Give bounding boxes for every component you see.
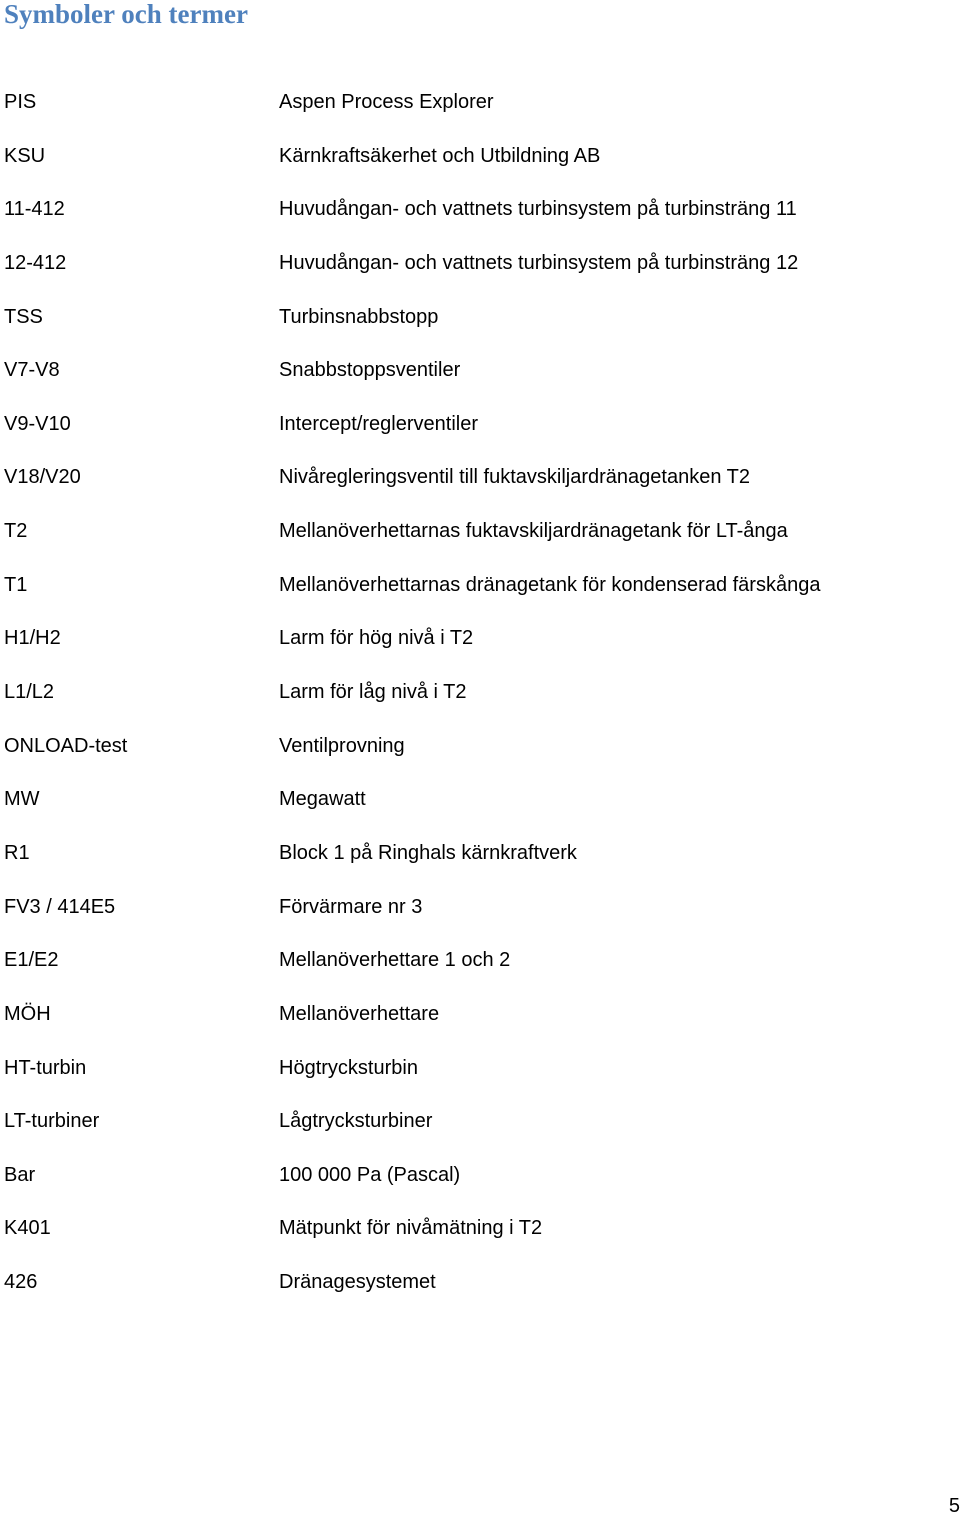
term-abbreviation: T1: [4, 573, 28, 596]
term-row: [0, 879, 960, 933]
term-abbreviation: E1/E2: [4, 949, 59, 972]
term-description: Snabbstoppsventiler: [279, 359, 461, 382]
term-abbreviation: PIS: [4, 91, 37, 113]
term-description: Nivåregleringsventil till fuktavskiljardränagetanken T2: [279, 466, 750, 489]
term-row: [0, 128, 960, 182]
term-description: Mellanöverhettarnas fuktavskiljardränagetank för LT-ånga: [279, 520, 788, 543]
term-row: [0, 181, 960, 235]
term-abbreviation: LT-turbiner: [4, 1110, 100, 1133]
term-abbreviation: L1/L2: [4, 681, 55, 704]
term-row: [0, 986, 960, 1040]
term-abbreviation: MÖH: [4, 1002, 51, 1025]
terms-list: [0, 74, 960, 1308]
term-row: [0, 396, 960, 450]
term-abbreviation: 11-412: [4, 198, 65, 221]
term-description: Mellanöverhettare 1 och 2: [279, 949, 511, 972]
term-abbreviation: R1: [4, 841, 30, 864]
page-heading: Symboler och termer: [4, 0, 248, 29]
term-description: Förvärmare nr 3: [279, 895, 423, 918]
term-description: Mellanöverhettarnas dränagetank för kondenserad färskånga: [279, 573, 821, 596]
term-description: Högtrycksturbin: [279, 1056, 418, 1079]
term-row: [0, 825, 960, 879]
term-description: Block 1 på Ringhals kärnkraftverk: [279, 841, 577, 864]
term-description: Lågtrycksturbiner: [279, 1110, 433, 1133]
term-description: Turbinsnabbstopp: [279, 305, 439, 328]
term-abbreviation: 12-412: [4, 251, 67, 274]
term-row: [0, 557, 960, 611]
term-abbreviation: FV3 / 414E5: [4, 895, 116, 918]
term-row: [0, 289, 960, 343]
term-abbreviation: HT-turbin: [4, 1056, 87, 1079]
term-description: Intercept/reglerventiler: [279, 412, 478, 435]
term-abbreviation: Bar: [4, 1163, 36, 1186]
term-abbreviation: TSS: [4, 305, 43, 328]
term-row: [0, 1200, 960, 1254]
term-abbreviation: 426: [4, 1271, 38, 1294]
term-row: [0, 1040, 960, 1094]
page-number: 5: [948, 1495, 960, 1517]
term-description: Mellanöverhettare: [279, 1002, 440, 1025]
term-row: [0, 718, 960, 772]
term-description: Aspen Process Explorer: [279, 91, 494, 113]
term-row: [0, 449, 960, 503]
term-description: 100 000 Pa (Pascal): [279, 1163, 461, 1186]
term-abbreviation: MW: [4, 788, 40, 811]
term-row: [0, 610, 960, 664]
term-description: Huvudångan- och vattnets turbinsystem på turbinsträng 11: [279, 198, 797, 221]
term-abbreviation: H1/H2: [4, 627, 61, 650]
term-row: [0, 503, 960, 557]
term-row: [0, 664, 960, 718]
term-row: [0, 74, 960, 128]
term-abbreviation: V18/V20: [4, 466, 81, 489]
term-description: Larm för låg nivå i T2: [279, 681, 467, 704]
term-abbreviation: ONLOAD-test: [4, 734, 128, 757]
term-row: [0, 342, 960, 396]
term-row: [0, 932, 960, 986]
term-description: Kärnkraftsäkerhet och Utbildning AB: [279, 144, 601, 167]
term-row: [0, 1254, 960, 1308]
term-row: [0, 1093, 960, 1147]
term-abbreviation: V9-V10: [4, 412, 71, 435]
term-abbreviation: V7-V8: [4, 359, 60, 382]
term-abbreviation: KSU: [4, 144, 46, 167]
term-abbreviation: T2: [4, 520, 28, 543]
term-row: [0, 235, 960, 289]
term-description: Ventilprovning: [279, 734, 405, 757]
term-row: [0, 1147, 960, 1201]
term-description: Huvudångan- och vattnets turbinsystem på turbinsträng 12: [279, 251, 799, 274]
term-description: Larm för hög nivå i T2: [279, 627, 474, 650]
term-description: Dränagesystemet: [279, 1271, 436, 1294]
term-row: [0, 771, 960, 825]
term-description: Megawatt: [279, 788, 366, 811]
term-description: Mätpunkt för nivåmätning i T2: [279, 1217, 543, 1240]
term-abbreviation: K401: [4, 1217, 51, 1240]
